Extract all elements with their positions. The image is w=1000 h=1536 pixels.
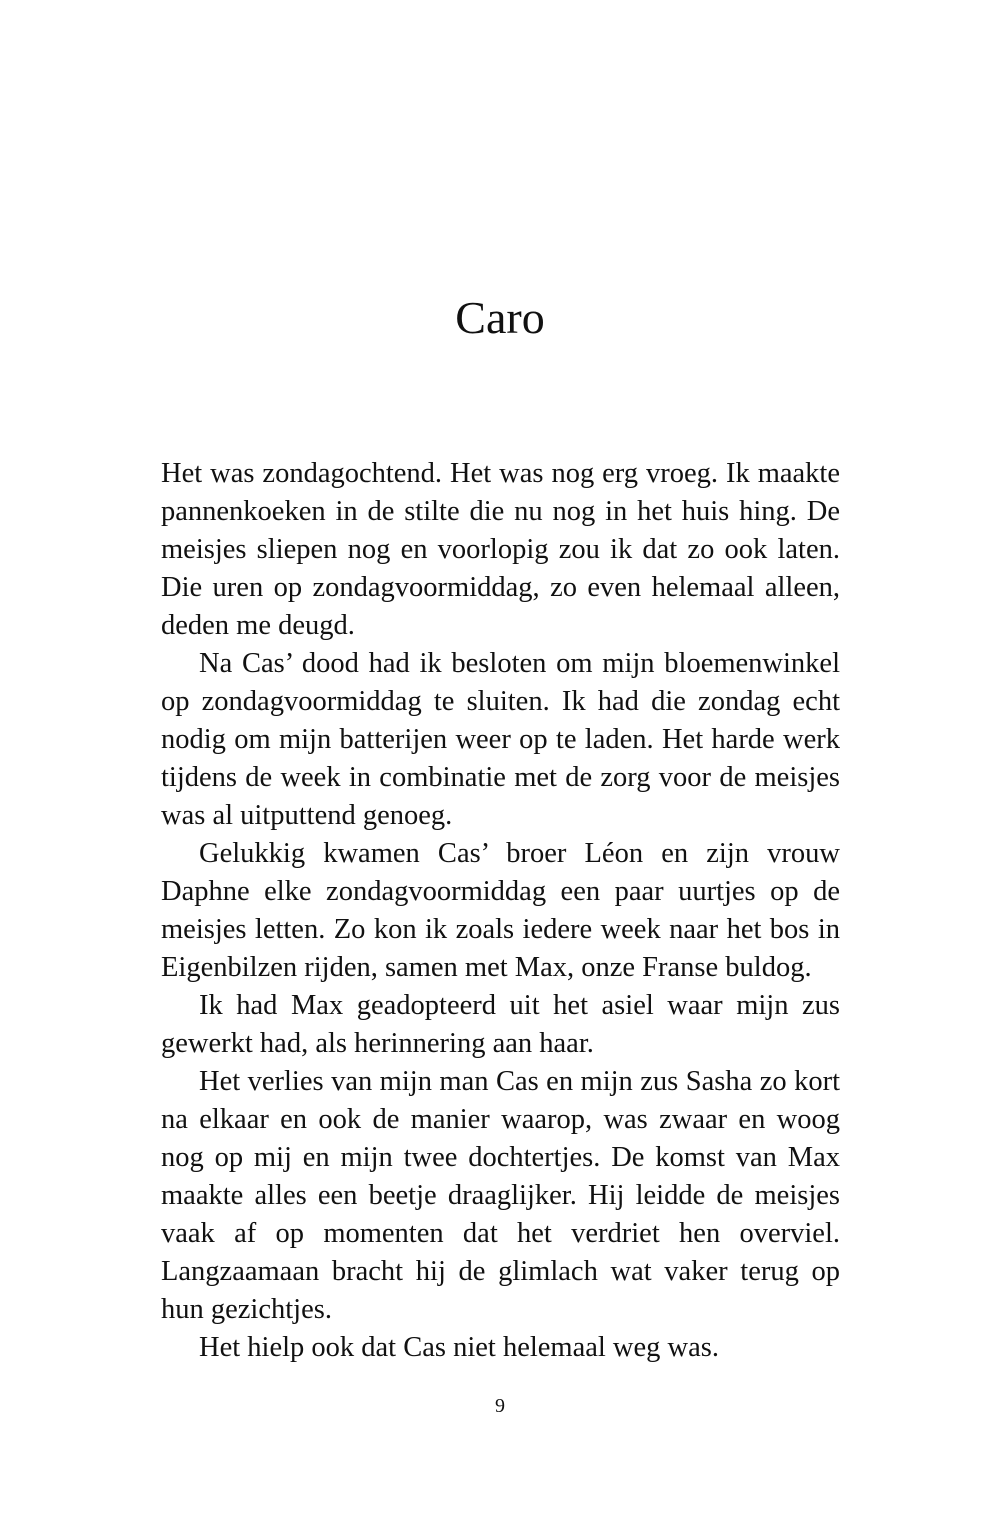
paragraph: Het hielp ook dat Cas niet helemaal weg was. xyxy=(199,1332,719,1363)
chapter-title: Caro xyxy=(455,292,545,343)
page-number: 9 xyxy=(495,1395,505,1417)
paragraph: Het verlies van mijn man Cas en mijn zus Sasha zo kort na elkaar en ook de manier waarop, was zwaar en woog nog op mij en mijn twee dochtertjes. De komst van Max maakte alles een beetje draaglijker. Hij leidde de meisjes vaak af op momenten dat het verdriet hen overviel. Langzaamaan bracht hij de glimlach wat vaker terug op hun gezichtjes. xyxy=(161,1066,840,1325)
paragraph: Na Cas’ dood had ik besloten om mijn bloemenwinkel op zondagvoormiddag te sluiten. Ik had die zondag echt nodig om mijn batterijen weer op te laden. Het harde werk tijdens de week in combinatie met de zorg voor de meisjes was al uitputtend genoeg. xyxy=(161,648,840,831)
paragraph: Ik had Max geadopteerd uit het asiel waar mijn zus gewerkt had, als herinnering aan haar. xyxy=(161,990,840,1059)
paragraph: Gelukkig kwamen Cas’ broer Léon en zijn vrouw Daphne elke zondagvoormiddag een paar uurtjes op de meisjes letten. Zo kon ik zoals iedere week naar het bos in Eigenbilzen rijden, samen met Max, onze Franse buldog. xyxy=(161,838,840,983)
paragraph: Het was zondagochtend. Het was nog erg vroeg. Ik maakte pannenkoeken in de stilte die nu nog in het huis hing. De meisjes sliepen nog en voorlopig zou ik dat zo ook laten. Die uren op zondagvoormiddag, zo even helemaal alleen, deden me deugd. xyxy=(161,458,840,641)
body-text xyxy=(161,455,840,1367)
